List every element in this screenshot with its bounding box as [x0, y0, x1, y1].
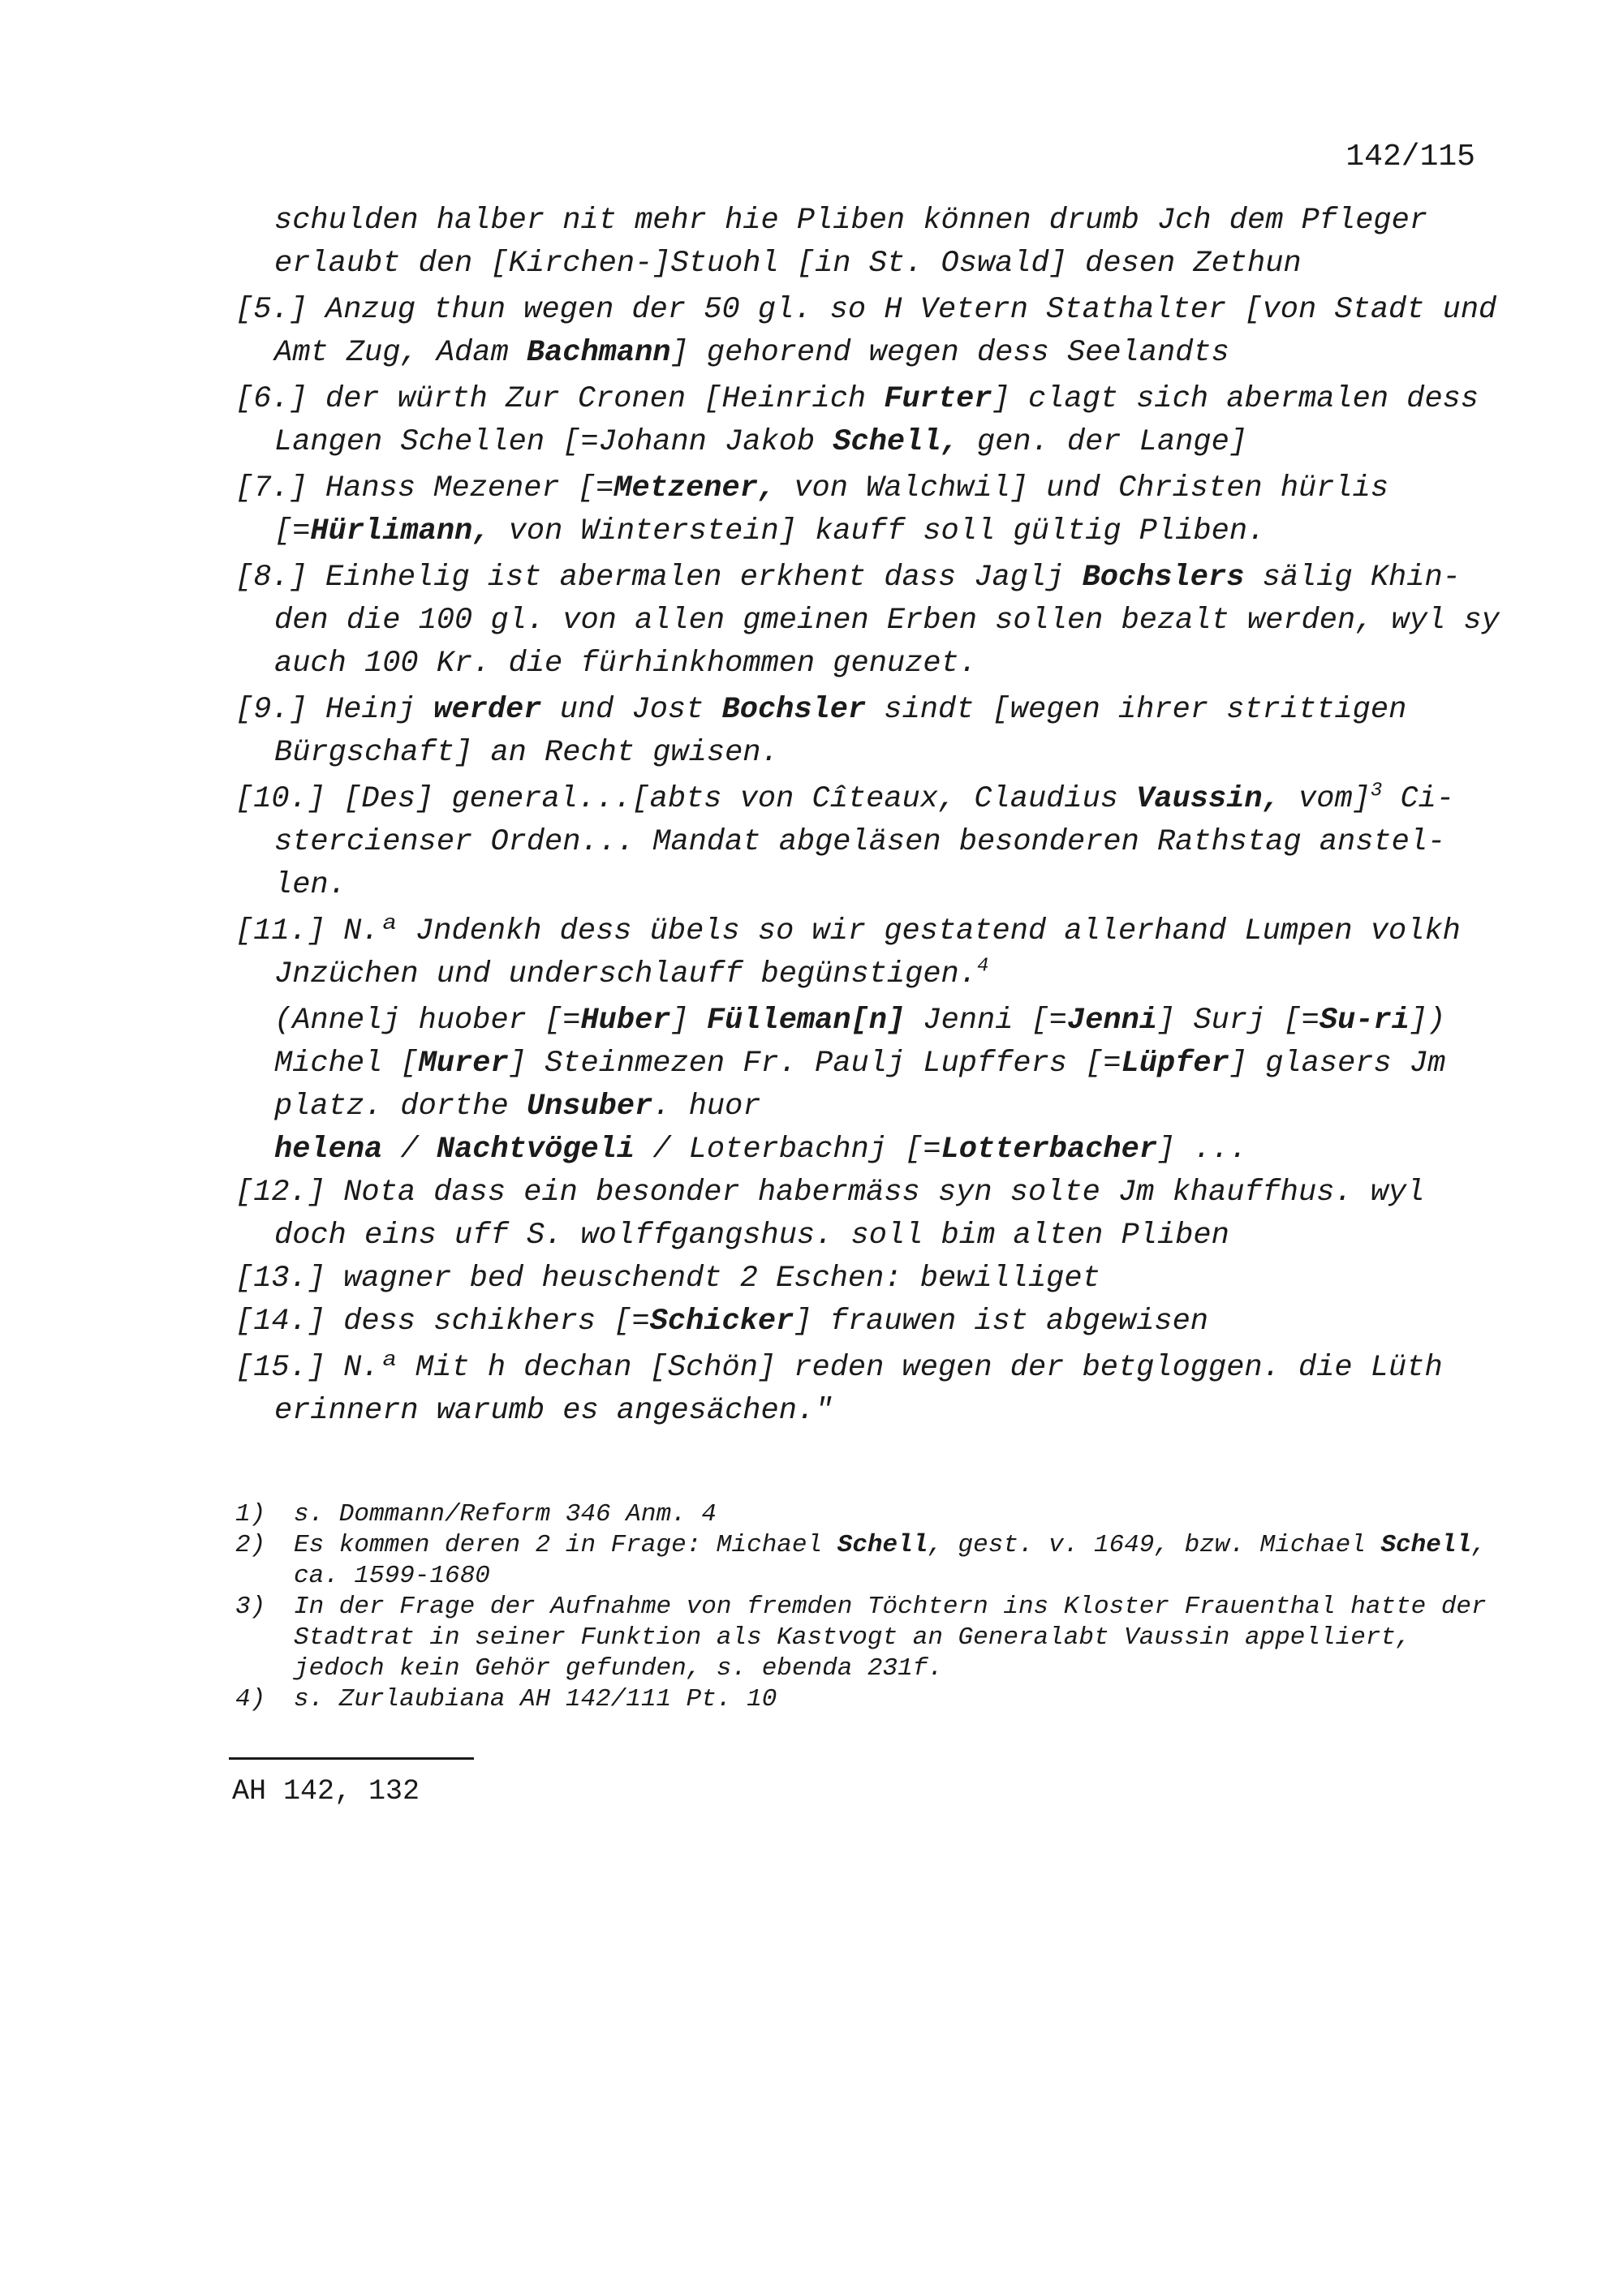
name-list-2: Michel [Murer] Steinmezen Fr. Paulj Lupffers [=Lüpfer] glasers Jm platz. dorthe Unsuber. huor: [274, 1047, 1446, 1124]
transcription-body: [235, 200, 1501, 1433]
footnote-1: 1) s. Dommann/Reform 346 Anm. 4: [235, 1500, 717, 1529]
name-bochslers: Bochslers: [1082, 561, 1245, 595]
lead-line-1: schulden halber nit mehr hie Pliben können drumb Jch dem Pfleger: [274, 204, 1428, 238]
name-werder: werder: [433, 693, 542, 727]
entry-10: [10.] [Des] general...[abts von Cîteaux, Claudius Vaussin, vom]$^3$ Ci-stercienser Orden... Mandat abgeläsen besonderen Rathstag anstel-len.: [235, 780, 1455, 902]
lead-paragraph: [235, 200, 1501, 286]
name-huerlimann: Hürlimann,: [310, 514, 491, 548]
name-schicker: Schicker: [649, 1305, 794, 1339]
page-number: 142/115: [1345, 140, 1475, 174]
entry-12: [12.] Nota dass ein besonder habermäss syn solte Jm khauffhus. wyl doch eins uff S. wolffgangshus. soll bim alten Pliben: [235, 1176, 1425, 1253]
entry-6: [6.] der würth Zur Cronen [Heinrich Furter] clagt sich abermalen dess Langen Schellen [=Johann Jakob Schell, gen. der Lange]: [235, 382, 1479, 459]
footnote-3: 3) In der Frage der Aufnahme von fremden Töchtern ins Kloster Frauenthal hatte der Stadtrat in seiner Funktion als Kastvogt an Generalabt Vaussin appelliert, jedoch kein Gehör gefunden, s. ebenda 231f.: [235, 1593, 1487, 1683]
footnote-ref-4: 4: [976, 955, 989, 978]
lead-line-2: erlaubt den [Kirchen-]Stuohl [in St. Oswald] desen Zethun: [274, 247, 1302, 281]
name-list-1: (Annelj huober [=Huber] Fülleman[n] Jenni [=Jenni] Surj [=Su-ri]): [274, 1004, 1446, 1038]
footnotes: [235, 1499, 1509, 1715]
entry-9: [9.] Heinj werder und Jost Bochsler sindt [wegen ihrer strittigen Bürgschaft] an Recht gwisen.: [235, 693, 1407, 770]
source-reference: AH 142, 132: [232, 1775, 420, 1808]
name-bachmann: Bachmann: [526, 336, 671, 370]
name-bochsler: Bochsler: [721, 693, 867, 727]
footnote-ref-3: 3: [1370, 780, 1383, 802]
entry-14: [14.] dess schikhers [=Schicker] frauwen ist abgewisen: [235, 1305, 1209, 1339]
entry-11: [11.] N.ª Jndenkh dess übels so wir gestatend allerhand Lumpen volkh Jnzüchen und underschlauff begünstigen.$^4$: [235, 914, 1461, 991]
footnote-4: 4) s. Zurlaubiana AH 142/111 Pt. 10: [235, 1685, 777, 1713]
name-schell: Schell,: [833, 425, 959, 459]
footnote-2: 2) Es kommen deren 2 in Frage: Michael Schell, gest. v. 1649, bzw. Michael Schell, ca. 1599-1680: [235, 1531, 1487, 1590]
name-metzener: Metzener,: [613, 471, 777, 505]
name-list-3: helena / Nachtvögeli / Loterbachnj [=Lotterbacher] ...: [274, 1133, 1248, 1167]
entry-8: [8.] Einhelig ist abermalen erkhent dass Jaglj Bochslers sälig Khin-den die 100 gl. von allen gmeinen Erben sollen bezalt werden, wyl sy auch 100 Kr. die fürhinkhommen genuzet.: [235, 561, 1500, 681]
entry-5: [5.] Anzug thun wegen der 50 gl. so H Vetern Stathalter [von Stadt und Amt Zug, Adam Bachmann] gehorend wegen dess Seelandts: [235, 293, 1497, 370]
name-furter: Furter: [884, 382, 992, 416]
entry-13: [13.] wagner bed heuschendt 2 Eschen: bewilliget: [235, 1262, 1100, 1296]
source-divider: [229, 1757, 474, 1760]
entry-15: [15.] N.ª Mit h dechan [Schön] reden wegen der betgloggen. die Lüth erinnern warumb es angesächen.": [235, 1351, 1443, 1428]
entry-7: [7.] Hanss Mezener [=Metzener, von Walchwil] und Christen hürlis [=Hürlimann, von Winterstein] kauff soll gültig Pliben.: [235, 471, 1389, 548]
name-vaussin: Vaussin,: [1136, 782, 1281, 816]
